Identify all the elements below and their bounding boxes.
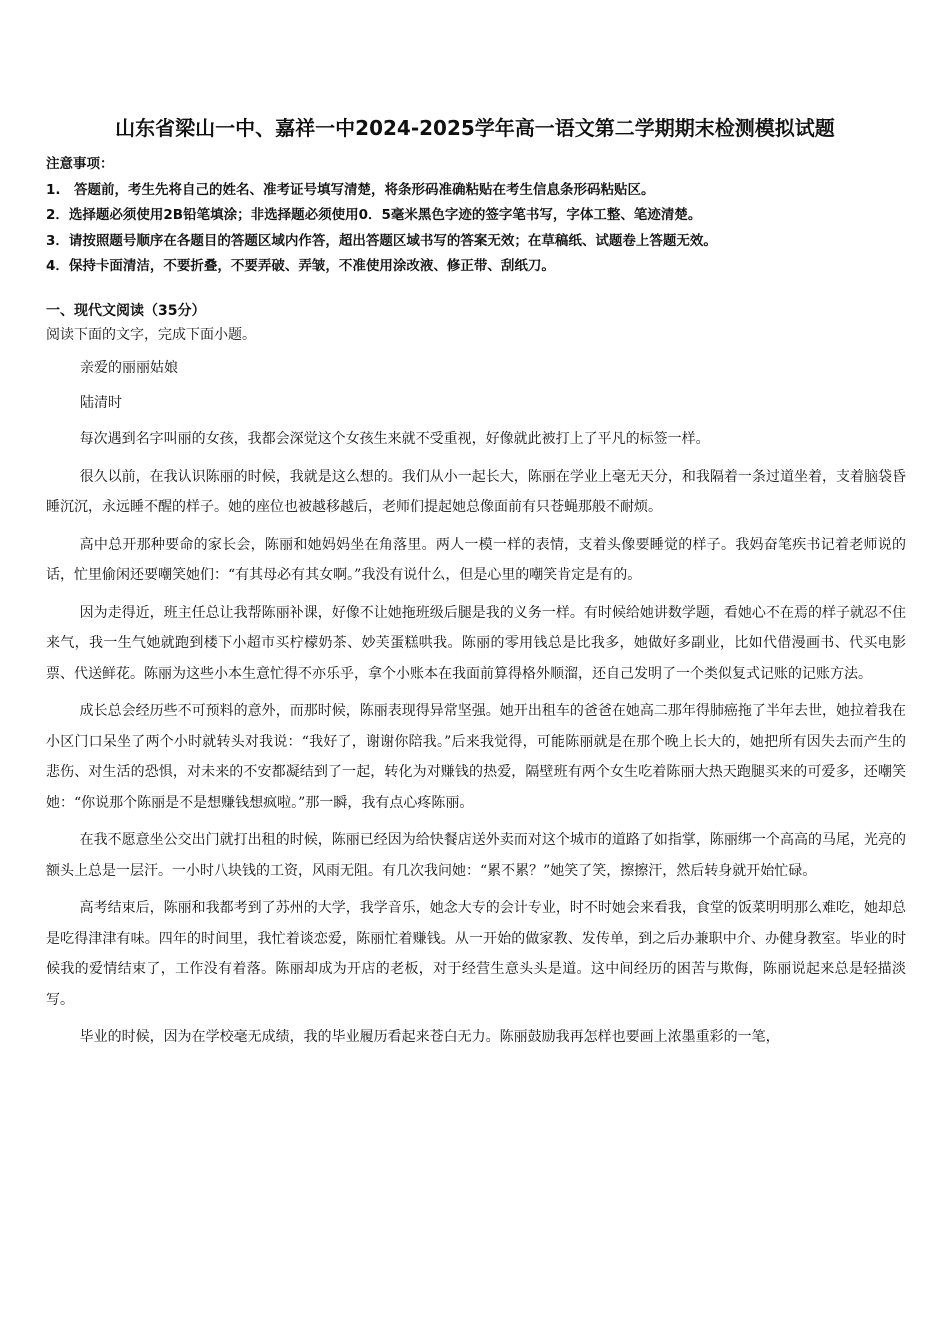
article-paragraph: 每次遇到名字叫丽的女孩，我都会深觉这个女孩生来就不受重视，好像就此被打上了平凡的标签一样。 (79, 431, 710, 447)
section-instruction: 阅读下面的文字，完成下面小题。 (46, 327, 256, 343)
notice-block (46, 152, 916, 280)
article-author: 陆清时 (80, 395, 122, 411)
notice-item: 1. 答题前，考生先将自己的姓名、准考证号填写清楚，将条形码准确粘贴在考生信息条形码粘贴区。 (46, 181, 655, 198)
notice-heading: 注意事项： (46, 156, 114, 172)
article-title: 亲爱的丽丽姑娘 (80, 360, 178, 376)
exam-title: 山东省梁山一中、嘉祥一中2024-2025学年高一语文第二学期期末检测模拟试题 (115, 116, 835, 140)
article-paragraph: 毕业的时候，因为在学校毫无成绩，我的毕业履历看起来苍白无力。陈丽鼓励我再怎样也要画上浓墨重彩的一笔， (79, 1029, 780, 1045)
article-paragraph: 成长总会经历些不可预料的意外，而那时候，陈丽表现得异常坚强。她开出租车的爸爸在她高二那年得肺癌拖了半年去世，她拉着我在小区门口呆坐了两个小时就转头对我说：“我好了，谢谢你陪我。”后来我觉得，可能陈丽就是在那个晚上长大的，她把所有因失去而产生的悲伤、对生活的恐惧，对未来的不安都凝结到了一起，转化为对赚钱的热爱，隔壁班有两个女生吃着陈丽大热天跑腿买来的可爱多，还嘲笑她：“你说那个陈丽是不是想赚钱想疯啦。”那一瞬，我有点心疼陈丽。 (46, 703, 906, 811)
article-paragraph: 高中总开那种要命的家长会，陈丽和她妈妈坐在角落里。两人一模一样的表情，支着头像要睡觉的样子。我妈奋笔疾书记着老师说的话，忙里偷闲还要嘲笑她们：“有其母必有其女啊。”我没有说什么，但是心里的嘲笑肯定是有的。 (46, 536, 906, 583)
notice-item: 2．选择题必须使用2B铅笔填涂；非选择题必须使用0．5毫米黑色字迹的签字笔书写，字体工整、笔迹清楚。 (46, 207, 702, 223)
section-title: 一、现代文阅读（35分） (46, 303, 206, 319)
notice-item: 3．请按照题号顺序在各题目的答题区域内作答，超出答题区域书写的答案无效；在草稿纸、试题卷上答题无效。 (46, 232, 717, 249)
notice-item: 4．保持卡面清洁，不要折叠，不要弄破、弄皱，不准使用涂改液、修正带、刮纸刀。 (46, 258, 555, 274)
article-paragraph: 高考结束后，陈丽和我都考到了苏州的大学，我学音乐，她念大专的会计专业，时不时她会来看我，食堂的饭菜明明那么难吃，她却总是吃得津津有味。四年的时间里，我忙着谈恋爱，陈丽忙着赚钱。从一开始的做家教、发传单，到之后办兼职中介、办健身教室。毕业的时候我的爱情结束了，工作没有着落。陈丽却成为开店的老板，对于经营生意头头是道。这中间经历的困苦与欺侮，陈丽说起来总是轻描淡写。 (46, 900, 906, 1008)
article-body (46, 424, 906, 1060)
article-paragraph: 因为走得近，班主任总让我帮陈丽补课，好像不让她拖班级后腿是我的义务一样。有时候给她讲数学题，看她心不在焉的样子就忍不住来气，我一生气她就跑到楼下小超市买柠檬奶茶、妙芙蛋糕哄我。陈丽的零用钱总是比我多，她做好多副业，比如代借漫画书、代买电影票、代送鲜花。陈丽为这些小本生意忙得不亦乐乎，拿个小账本在我面前算得格外顺溜，还自己发明了一个类似复式记账的记账方法。 (46, 604, 906, 682)
article-paragraph: 很久以前，在我认识陈丽的时候，我就是这么想的。我们从小一起长大，陈丽在学业上毫无天分，和我隔着一条过道坐着，支着脑袋昏睡沉沉，永远睡不醒的样子。她的座位也被越移越后，老师们提起她总像面前有只苍蝇那般不耐烦。 (46, 468, 906, 515)
article-paragraph: 在我不愿意坐公交出门就打出租的时候，陈丽已经因为给快餐店送外卖而对这个城市的道路了如指掌，陈丽绑一个高高的马尾，光亮的额头上总是一层汗。一小时八块钱的工资，风雨无阻。有几次我问她：“累不累？”她笑了笑，擦擦汗，然后转身就开始忙碌。 (46, 832, 906, 879)
